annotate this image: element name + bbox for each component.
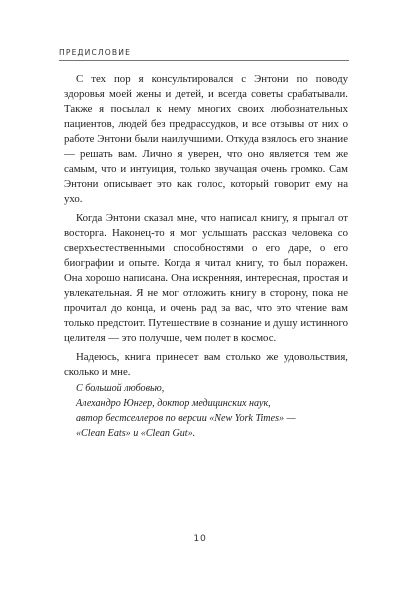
paragraph: Когда Энтони сказал мне, что написал книгу, я прыгал от восторга. Наконец-то я мог услышать рассказ человека со сверхъестественными способностями о его даре, о его биографии и опыте. Когда я читал книгу, то был поражен. Она хорошо написана. Она искренняя, интересная, простая и увлекательная. Я не мог отложить книгу в сторону, пока не прочитал до конца, и очень рад за вас, что это чтение вам только предстоит. Путешествие в сознание и душу истинного целителя — это получше, чем полет в космос. xyxy=(64,212,348,344)
signature-line: С большой любовью, xyxy=(76,383,165,394)
paragraph: Надеюсь, книга принесет вам столько же удовольствия, сколько и мне. xyxy=(64,351,348,378)
signature-line: Алехандро Юнгер, доктор медицинских наук, xyxy=(76,398,271,409)
body-text xyxy=(64,72,348,441)
header-rule xyxy=(59,60,349,61)
page-number: 10 xyxy=(193,533,207,544)
running-head: ПРЕДИСЛОВИЕ xyxy=(59,48,132,57)
signature-line: автор бестселлеров по версии «New York Times» — xyxy=(76,413,296,424)
signature-block xyxy=(64,381,348,441)
signature-line: «Clean Eats» и «Clean Gut». xyxy=(76,428,196,439)
paragraph: С тех пор я консультировался с Энтони по поводу здоровья моей жены и детей, и всегда советы срабатывали. Также я посылал к нему многих своих любознательных пациентов, людей без предрассудков, и все отзывы от них о работе Энтони были наилучшими. Откуда взялось его знание — решать вам. Лично я уверен, что оно является тем же самым, что и интуиция, только звучащая очень громко. Сам Энтони описывает это как голос, который говорит ему на ухо. xyxy=(64,73,348,205)
